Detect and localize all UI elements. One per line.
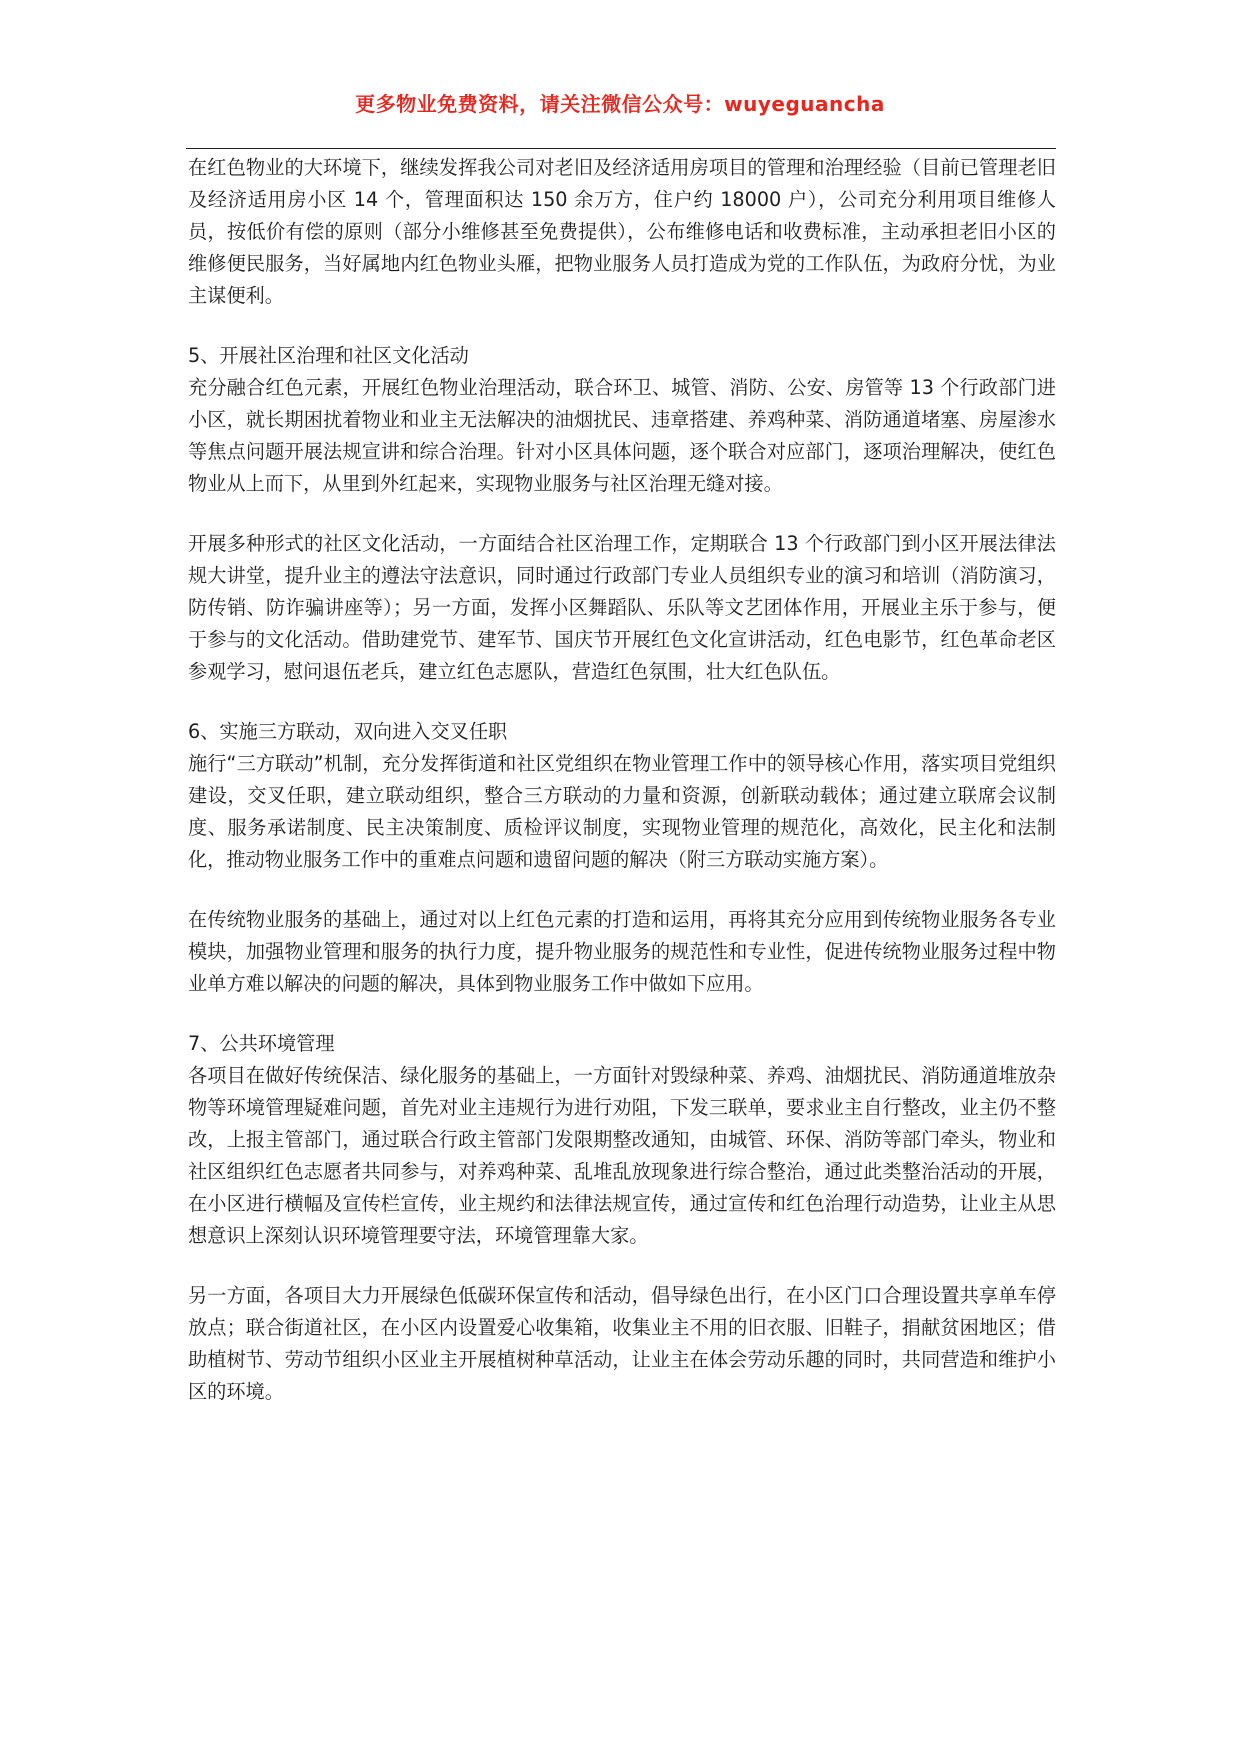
section-6-heading: 6、实施三方联动，双向进入交叉任职 — [188, 720, 508, 743]
intro-paragraph: 在红色物业的大环境下，继续发挥我公司对老旧及经济适用房项目的管理和治理经验（目前已管理老旧及经济适用房小区 14 个，管理面积达 150 余万方，住户约 18000 户），公司充分利用项目维修人员，按低价有偿的原则（部分小维修甚至免费提供），公布维修电话和收费标准，主动承担老旧小区的维修便民服务，当好属地内红色物业头雁，把物业服务人员打造成为党的工作队伍，为政府分忧，为业主谋便利。 — [188, 156, 1056, 307]
document-body — [188, 152, 1056, 1408]
section-6-paragraph-1: 施行“三方联动”机制，充分发挥街道和社区党组织在物业管理工作中的领导核心作用，落实项目党组织建设，交叉任职，建立联动组织，整合三方联动的力量和资源，创新联动载体；通过建立联席会议制度、服务承诺制度、民主决策制度、质检评议制度，实现物业管理的规范化，高效化，民主化和法制化，推动物业服务工作中的重难点问题和遗留问题的解决（附三方联动实施方案）。 — [188, 752, 1056, 871]
promo-header: 更多物业免费资料，请关注微信公众号：wuyeguancha — [355, 92, 885, 116]
section-7-heading: 7、公共环境管理 — [188, 1032, 335, 1055]
section-5-paragraph-2: 开展多种形式的社区文化活动，一方面结合社区治理工作，定期联合 13 个行政部门到小区开展法律法规大讲堂，提升业主的遵法守法意识，同时通过行政部门专业人员组织专业的演习和培训（消防演习，防传销、防诈骗讲座等）；另一方面，发挥小区舞蹈队、乐队等文艺团体作用，开展业主乐于参与，便于参与的文化活动。借助建党节、建军节、国庆节开展红色文化宣讲活动，红色电影节，红色革命老区参观学习，慰问退伍老兵，建立红色志愿队，营造红色氛围，壮大红色队伍。 — [188, 532, 1056, 683]
header-divider — [186, 148, 1056, 149]
transition-paragraph: 在传统物业服务的基础上，通过对以上红色元素的打造和运用，再将其充分应用到传统物业服务各专业模块，加强物业管理和服务的执行力度，提升物业服务的规范性和专业性，促进传统物业服务过程中物业单方难以解决的问题的解决，具体到物业服务工作中做如下应用。 — [188, 908, 1056, 995]
section-7-paragraph-2: 另一方面，各项目大力开展绿色低碳环保宣传和活动，倡导绿色出行，在小区门口合理设置共享单车停放点；联合街道社区，在小区内设置爱心收集箱，收集业主不用的旧衣服、旧鞋子，捐献贫困地区；借助植树节、劳动节组织小区业主开展植树种草活动，让业主在体会劳动乐趣的同时，共同营造和维护小区的环境。 — [188, 1284, 1056, 1403]
paragraph-gap — [188, 688, 1056, 716]
section-5-heading: 5、开展社区治理和社区文化活动 — [188, 344, 469, 367]
section-5-paragraph-1: 充分融合红色元素，开展红色物业治理活动，联合环卫、城管、消防、公安、房管等 13 个行政部门进小区，就长期困扰着物业和业主无法解决的油烟扰民、违章搭建、养鸡种菜、消防通道堵塞、房屋渗水等焦点问题开展法规宣讲和综合治理。针对小区具体问题，逐个联合对应部门，逐项治理解决，使红色物业从上而下，从里到外红起来，实现物业服务与社区治理无缝对接。 — [188, 376, 1056, 495]
paragraph-gap — [188, 500, 1056, 528]
paragraph-gap — [188, 1252, 1056, 1280]
paragraph-gap — [188, 1000, 1056, 1028]
paragraph-gap — [188, 312, 1056, 340]
section-7-paragraph-1: 各项目在做好传统保洁、绿化服务的基础上，一方面针对毁绿种菜、养鸡、油烟扰民、消防通道堆放杂物等环境管理疑难问题，首先对业主违规行为进行劝阻，下发三联单，要求业主自行整改，业主仍不整改，上报主管部门，通过联合行政主管部门发限期整改通知，由城管、环保、消防等部门牵头，物业和社区组织红色志愿者共同参与，对养鸡种菜、乱堆乱放现象进行综合整治，通过此类整治活动的开展，在小区进行横幅及宣传栏宣传，业主规约和法律法规宣传，通过宣传和红色治理行动造势，让业主从思想意识上深刻认识环境管理要守法，环境管理靠大家。 — [188, 1064, 1056, 1247]
paragraph-gap — [188, 876, 1056, 904]
